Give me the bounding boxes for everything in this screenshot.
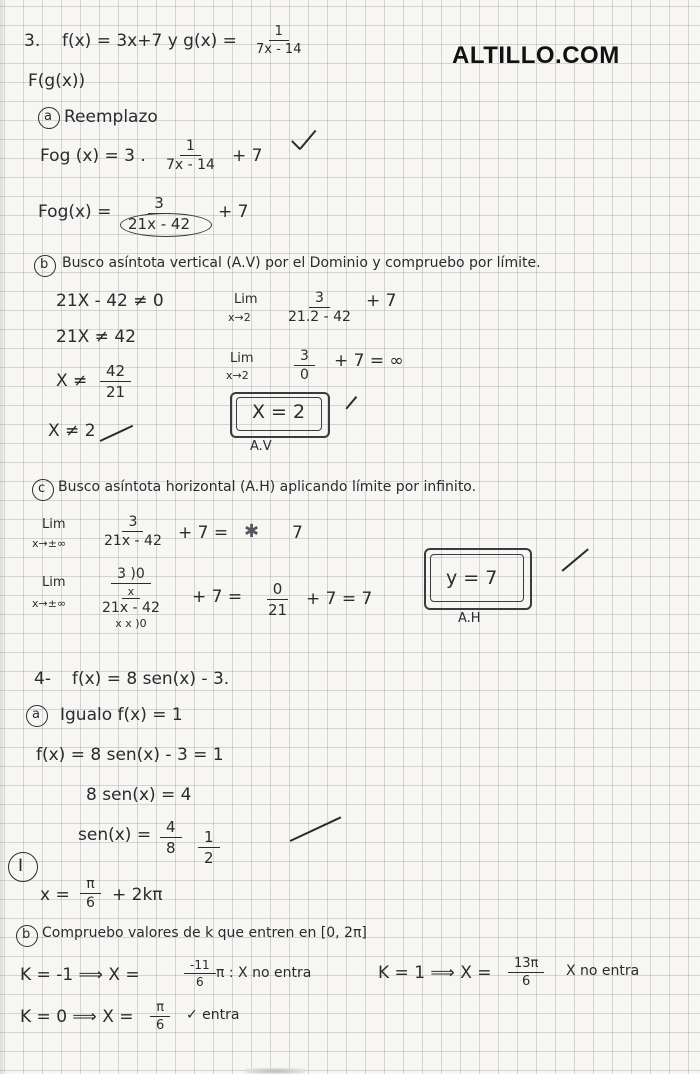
k-zero: K = 0 ⟹ X = xyxy=(20,1007,134,1027)
lim-2-fraction: $\frac{3}{0}$ xyxy=(294,348,315,383)
lim-3-end: 7 xyxy=(292,523,303,543)
lim-3-fraction: $\frac{3}{21x - 42}$ xyxy=(104,514,162,549)
lim-2-sub: x→2 xyxy=(226,369,249,382)
fog-line-2-tail: + 7 xyxy=(218,202,249,222)
part-c-title: Busco asíntota horizontal (A.H) aplicando límite por infinito. xyxy=(58,479,477,495)
domain-step-4: X ≠ 2 xyxy=(48,421,96,441)
lim-4-fraction: 3 )0 x 21x - 42 x x )0 xyxy=(102,566,160,630)
fog-line-2-fraction: $\frac{3}{21x - 42}$ xyxy=(128,194,190,233)
watermark-logo: ALTILLO.COM xyxy=(452,42,620,69)
roman-label: I xyxy=(18,856,24,876)
lim-4-fraction-2: $\frac{0}{21}$ xyxy=(268,580,288,619)
lim-4-tail: + 7 = 7 xyxy=(306,589,373,609)
part-b-label: b xyxy=(40,257,49,272)
sen-step-3-fraction-2: $\frac{1}{2}$ xyxy=(198,828,220,867)
fog-line-1-fraction: $\frac{1}{7x - 14}$ xyxy=(166,138,215,173)
k-one-tail: X no entra xyxy=(566,963,640,979)
k-one: K = 1 ⟹ X = xyxy=(378,963,492,983)
lim-2-word: Lim xyxy=(230,351,254,366)
lim-1-sub: x→2 xyxy=(228,311,251,324)
sen-step-1: f(x) = 8 sen(x) - 3 = 1 xyxy=(36,745,224,765)
g-fraction: $\frac{1}{7x - 14}$ xyxy=(256,24,302,57)
lim-3-sub: x→±∞ xyxy=(32,537,67,550)
ah-result: y = 7 xyxy=(446,567,498,589)
problem-4-statement: f(x) = 8 sen(x) - 3. xyxy=(72,669,230,689)
domain-step-3-fraction: $\frac{42}{21}$ xyxy=(100,362,131,401)
part-b-title: Busco asíntota vertical (A.V) por el Dominio y compruebo por límite. xyxy=(62,255,541,271)
check-mark-ah xyxy=(562,548,589,571)
check-mark-sen xyxy=(290,816,341,841)
fog-line-1-lhs: Fog (x) = 3 . xyxy=(40,146,146,166)
domain-step-1: 21X - 42 ≠ 0 xyxy=(56,291,164,311)
problem-number-4: 4- xyxy=(34,669,51,689)
part-4a-label: a xyxy=(32,707,40,722)
av-result: X = 2 xyxy=(252,401,306,423)
k-minus-one: K = -1 ⟹ X = xyxy=(20,965,140,985)
fog-line-1-tail: + 7 xyxy=(232,146,263,166)
av-tag: A.V xyxy=(250,439,272,454)
lim-2-tail: + 7 = ∞ xyxy=(334,351,404,371)
lim-4-sub: x→±∞ xyxy=(32,597,67,610)
part-4a-title: Igualo f(x) = 1 xyxy=(60,705,183,725)
part-c-label: c xyxy=(38,481,46,496)
solution-fraction: $\frac{\pi}{6}$ xyxy=(80,876,101,911)
solution-tail: + 2kπ xyxy=(112,885,163,905)
k-zero-tail: ✓ entra xyxy=(186,1007,240,1023)
sen-step-3-fraction: $\frac{4}{8}$ xyxy=(160,818,182,857)
sen-step-3-lhs: sen(x) = xyxy=(78,825,152,845)
k-one-fraction: $\frac{13\pi}{6}$ xyxy=(508,956,544,989)
problem-3-statement: f(x) = 3x+7 y g(x) = xyxy=(62,31,237,51)
part-4b-label: b xyxy=(22,927,31,942)
lim-1-fraction: $\frac{3}{21.2 - 42}$ xyxy=(288,290,351,325)
solution-lhs: x = xyxy=(40,885,70,905)
part-4b-title: Compruebo valores de k que entren en [0, 2π] xyxy=(42,925,367,941)
domain-step-3-lhs: X ≠ xyxy=(56,371,88,391)
denominator-highlight xyxy=(120,213,212,237)
lim-3-tail: + 7 = xyxy=(178,523,229,543)
part-a-title: Reemplazo xyxy=(64,107,158,127)
page-margin xyxy=(0,0,3,1074)
lim-1-tail: + 7 xyxy=(366,291,397,311)
problem-number-3: 3. xyxy=(24,31,41,51)
part-a-label: a xyxy=(44,109,52,124)
composition-label: F(g(x)) xyxy=(28,71,86,91)
check-mark xyxy=(299,130,316,149)
lim-4-mid: + 7 = xyxy=(192,587,243,607)
strike-stroke xyxy=(100,425,133,442)
k-zero-fraction: $\frac{\pi}{6}$ xyxy=(150,1000,170,1033)
scribble-mark: ✱ xyxy=(244,521,260,542)
k-minus-one-tail: π : X no entra xyxy=(216,965,312,981)
lim-3-word: Lim xyxy=(42,517,66,532)
k-minus-one-fraction: $\frac{-11}{6}$ xyxy=(184,958,216,989)
sen-step-2: 8 sen(x) = 4 xyxy=(86,785,192,805)
fog-line-2-lhs: Fog(x) = xyxy=(38,202,112,222)
domain-step-2: 21X ≠ 42 xyxy=(56,327,136,347)
ah-tag: A.H xyxy=(458,611,481,626)
binder-hole xyxy=(245,1068,305,1074)
check-mark-av xyxy=(345,396,356,409)
check-mark-short xyxy=(291,140,301,150)
lim-4-word: Lim xyxy=(42,575,66,590)
lim-1-word: Lim xyxy=(234,292,258,307)
